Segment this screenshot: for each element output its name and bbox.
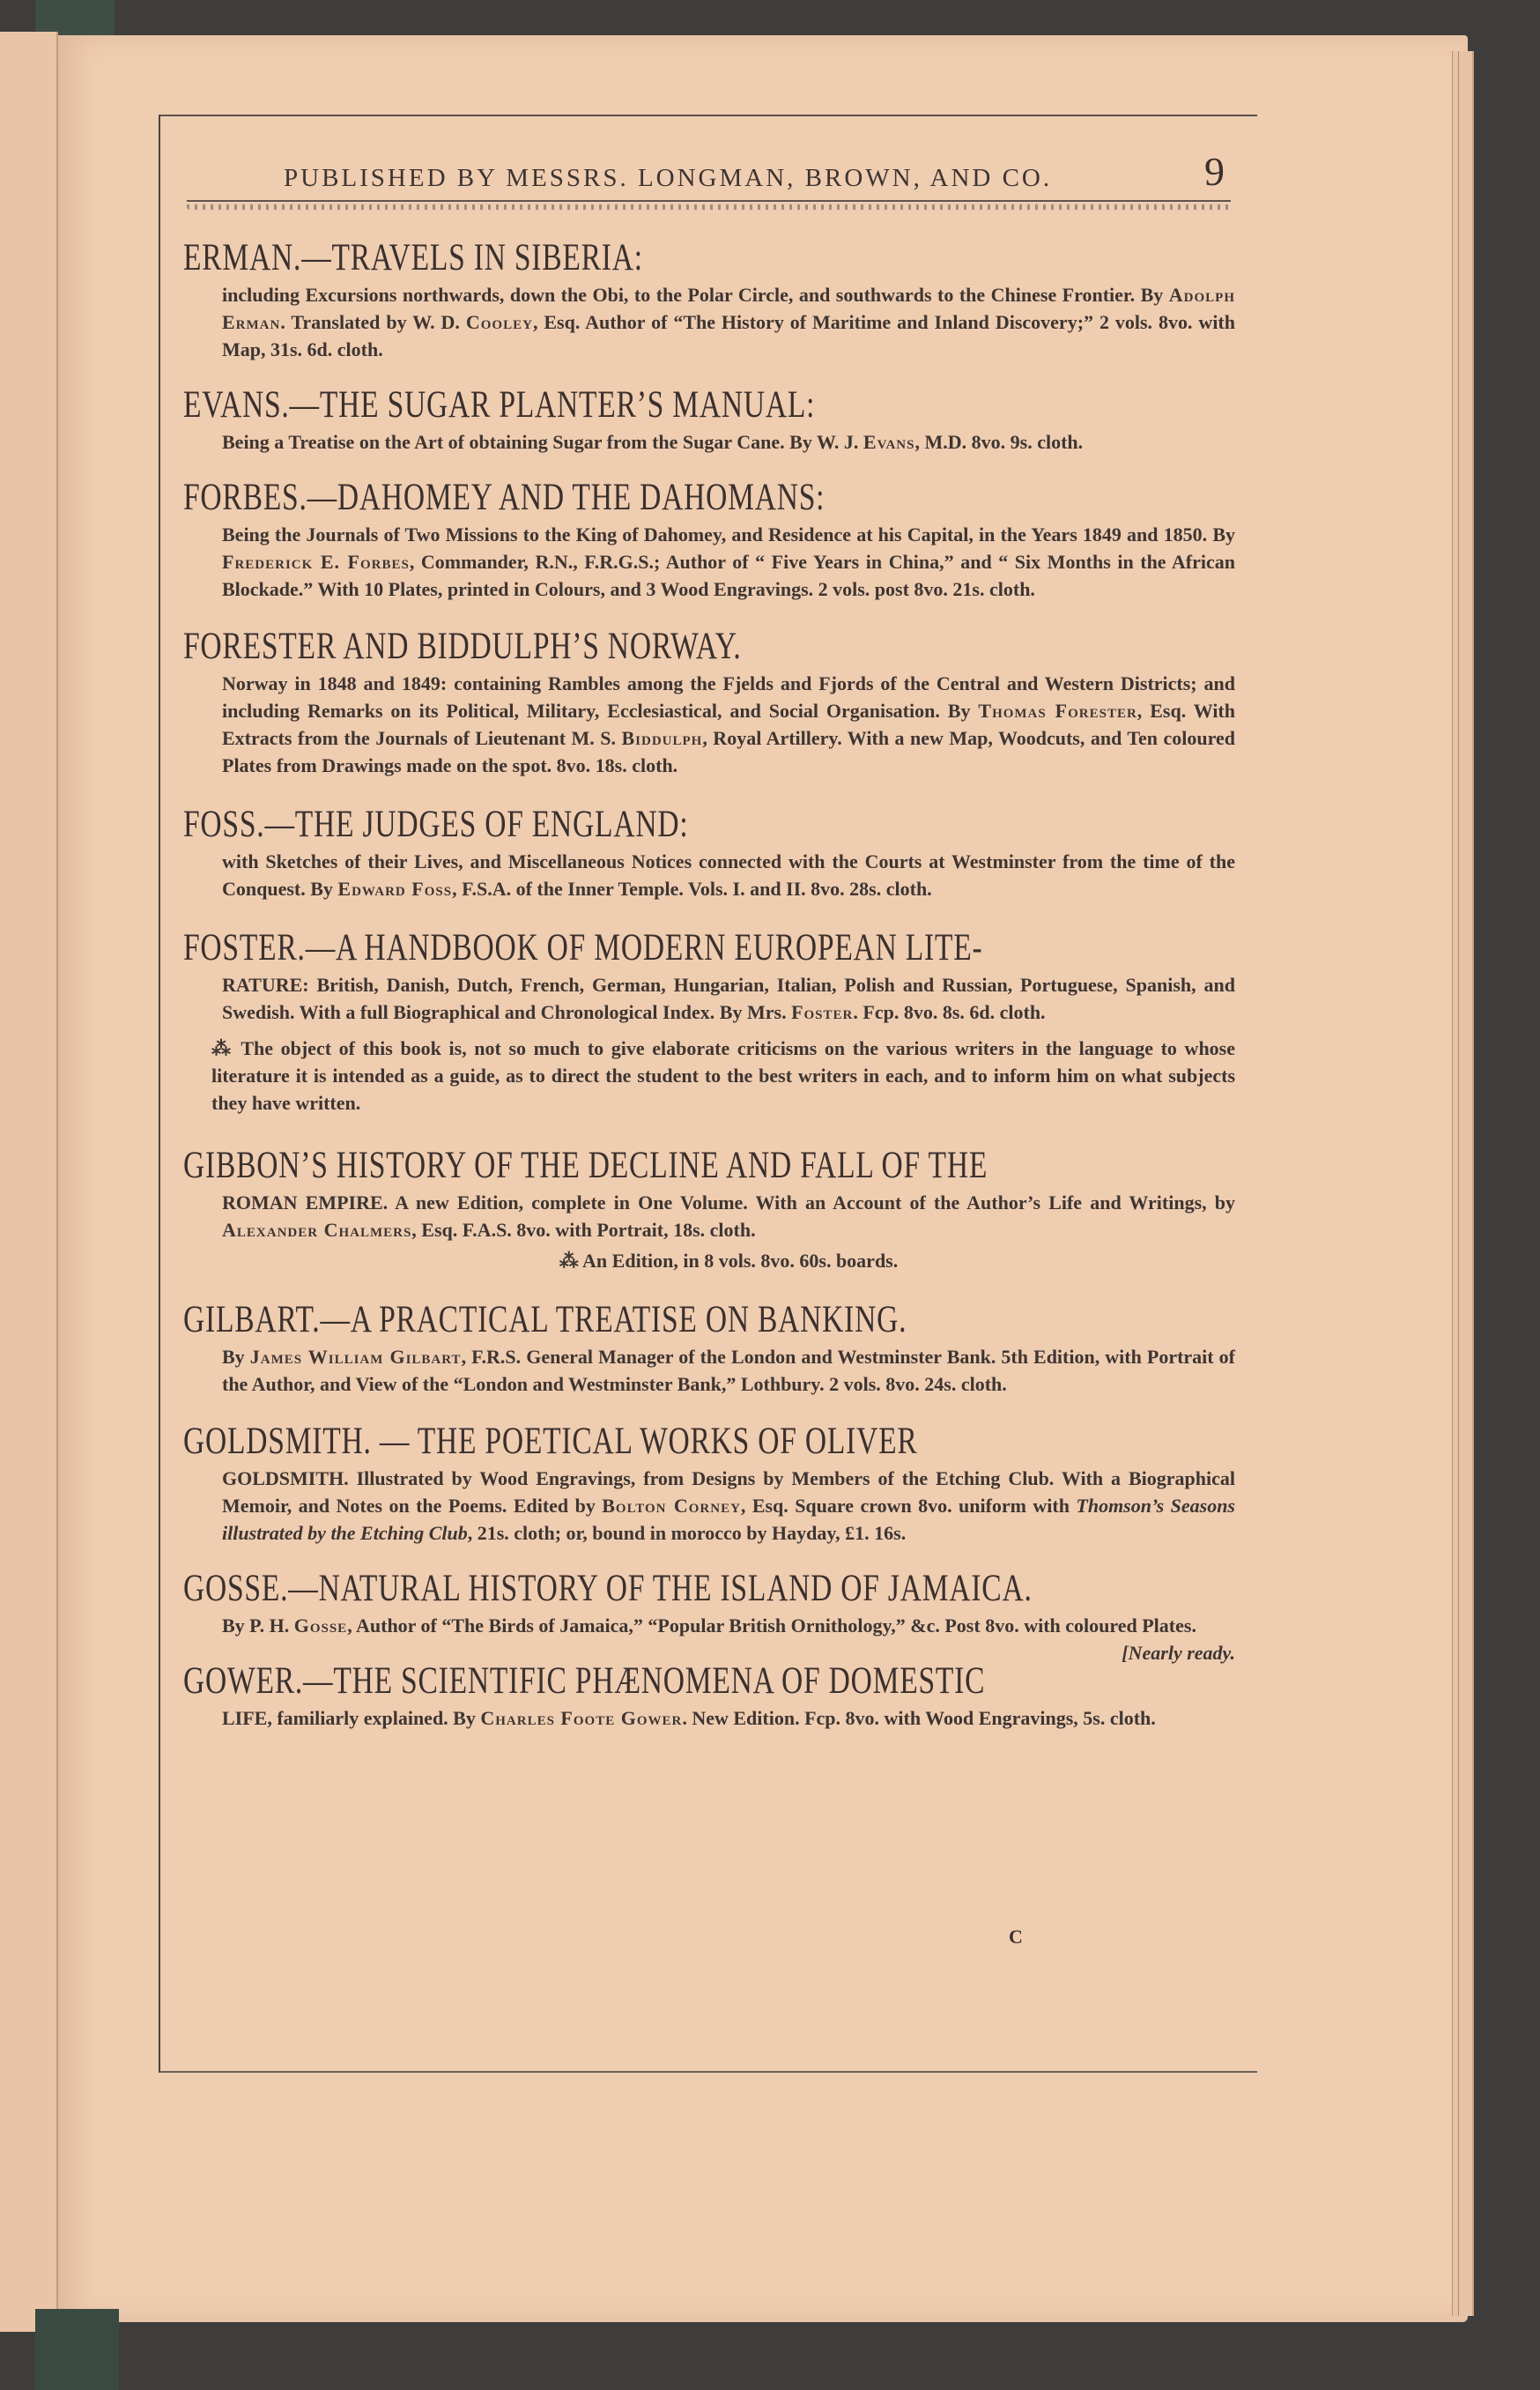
entry-note: ⁂ The object of this book is, not so much to give elaborate criticisms on the various writers in the language to whose literature it is intended as a guide, as to direct the student to the best writers in each, and to inform him on what subjects they have written. <box>211 1037 1235 1114</box>
entry-title: EVANS.—THE SUGAR PLANTER’S MANUAL: <box>183 384 816 426</box>
entry-description <box>222 1704 1235 1732</box>
description-text: Being a Treatise on the Art of obtaining Sugar from the Sugar Cane. By W. J. <box>222 431 863 453</box>
author-name: Cooley <box>465 311 533 333</box>
catalogue-entry <box>183 235 1235 363</box>
entry-description <box>222 521 1235 603</box>
entry-description <box>222 848 1235 902</box>
entry-title: FORBES.—DAHOMEY AND THE DAHOMANS: <box>183 477 826 518</box>
description-text: RATURE: British, Danish, Dutch, French, German, Hungarian, Italian, Polish and Russian, Portuguese, Spanish, and Swedish. With a full Biographical and Chronological Index. By Mrs. <box>222 974 1235 1023</box>
description-text: , Royal Artillery. With a new Map, Woodcuts, and Ten coloured Plates from Drawings made on the spot. 8vo. 18s. cloth. <box>222 727 1235 776</box>
description-text: . New Edition. Fcp. 8vo. with Wood Engravings, 5s. cloth. <box>682 1707 1156 1729</box>
author-name: Edward Foss <box>337 878 453 900</box>
author-name: Bolton Corney <box>602 1495 741 1517</box>
description-text: , Esq. With Extracts from the Journals of Lieutenant M. S. <box>222 700 1235 749</box>
entry-description <box>222 428 1235 456</box>
entry-description <box>222 670 1235 779</box>
catalogue-entry <box>183 1297 1235 1398</box>
author-name: Alexander Chalmers <box>222 1219 412 1241</box>
entry-note: ⁂ An Edition, in 8 vols. 8vo. 60s. boards. <box>559 1250 899 1272</box>
description-text: . Translated by W. D. <box>280 311 466 333</box>
entry-description <box>222 1343 1235 1398</box>
page-fore-edge <box>1452 51 1474 2316</box>
binding-cloth-top <box>35 0 115 35</box>
author-name: Adolph Erman <box>222 284 1235 333</box>
description-text: , 21s. cloth; or, bound in morocco by Hayday, £1. 16s. <box>467 1522 907 1544</box>
catalogue-entry <box>183 1143 1235 1274</box>
catalogue-entry <box>183 1566 1235 1664</box>
catalogue-entry <box>183 1419 1235 1547</box>
publication-status: [Nearly ready. <box>1122 1642 1235 1664</box>
entry-title: GOSSE.—NATURAL HISTORY OF THE ISLAND OF JAMAICA. <box>183 1568 1033 1609</box>
entry-description <box>222 1465 1235 1547</box>
running-header <box>160 139 1257 192</box>
description-text: Norway in 1848 and 1849: containing Rambles among the Fjelds and Fjords of the Central and Western Districts; and including Remarks on its Political, Military, Ecclesiastical, and Social Organisation. By <box>222 672 1235 722</box>
header-rule <box>187 200 1231 202</box>
description-text: ROMAN EMPIRE. A new Edition, complete in One Volume. With an Account of the Author’s Life and Writings, by <box>222 1191 1235 1214</box>
description-text: Being the Journals of Two Missions to the King of Dahomey, and Residence at his Capital, in the Years 1849 and 1850. By <box>222 523 1235 546</box>
description-text: , Esq. F.A.S. 8vo. with Portrait, 18s. cloth. <box>411 1219 756 1241</box>
description-text: , Commander, R.N., F.R.G.S.; Author of “ Five Years in China,” and “ Six Months in the African Blockade.” With 10 Plates, printed in Colours, and 3 Wood Engravings. 2 vols. post 8vo. 21s. cloth. <box>222 551 1236 600</box>
catalogue-entry <box>183 624 1235 779</box>
description-text: By <box>222 1346 250 1368</box>
page-number: 9 <box>1204 149 1225 194</box>
description-text: , M.D. 8vo. 9s. cloth. <box>914 431 1084 453</box>
author-name: Foster <box>791 1001 854 1023</box>
binding-cloth-bottom <box>35 2309 119 2390</box>
entry-description <box>222 971 1235 1026</box>
description-text: with Sketches of their Lives, and Miscellaneous Notices connected with the Courts at Westminster from the time of the Conquest. By <box>222 850 1235 900</box>
entry-description <box>222 1612 1235 1664</box>
description-text: By P. H. <box>222 1614 294 1637</box>
author-name: Thomas Forester <box>978 700 1137 722</box>
description-text: , Author of “The Birds of Jamaica,” “Popular British Ornithology,” &c. Post 8vo. with coloured Plates. <box>347 1614 1196 1637</box>
catalogue-entry <box>183 925 1235 1117</box>
author-name: Gosse <box>293 1614 348 1637</box>
entry-title: FOSTER.—A HANDBOOK OF MODERN EUROPEAN LITE- <box>183 927 983 969</box>
description-text: LIFE, familiarly explained. By <box>222 1707 481 1729</box>
description-text: including Excursions northwards, down the Obi, to the Polar Circle, and southwards to the Chinese Frontier. By <box>222 284 1169 306</box>
entry-title: GIBBON’S HISTORY OF THE DECLINE AND FALL OF THE <box>183 1145 988 1186</box>
author-name: Evans <box>863 431 915 453</box>
entry-description <box>222 281 1235 363</box>
entry-title: GILBART.—A PRACTICAL TREATISE ON BANKING. <box>183 1299 907 1340</box>
entry-title: GOLDSMITH. — THE POETICAL WORKS OF OLIVER <box>183 1421 918 1462</box>
description-text: . Fcp. 8vo. 8s. 6d. cloth. <box>853 1001 1046 1023</box>
signature-mark: C <box>1009 1926 1023 1948</box>
description-text: , F.R.S. General Manager of the London and Westminster Bank. 5th Edition, with Portrait of the Author, and View of the “London and Westminster Bank,” Lothbury. 2 vols. 8vo. 24s. cloth. <box>222 1346 1235 1395</box>
author-name: Frederick E. Forbes <box>222 551 410 573</box>
entry-description <box>222 1189 1235 1243</box>
catalogue-entries <box>160 235 1257 1732</box>
italic-title: Thomson’s Seasons illustrated by the Etching Club <box>222 1495 1235 1544</box>
description-text: , Esq. Author of “The History of Maritime and Inland Discovery;” 2 vols. 8vo. with Map, 31s. 6d. cloth. <box>222 311 1235 360</box>
catalogue-entry <box>183 382 1232 456</box>
author-name: James William Gilbart <box>249 1346 462 1368</box>
description-text: , Esq. Square crown 8vo. uniform with <box>740 1495 1077 1517</box>
entry-title: FOSS.—THE JUDGES OF ENGLAND: <box>183 804 689 845</box>
catalogue-entry <box>183 802 1235 902</box>
entry-title: GOWER.—THE SCIENTIFIC PHÆNOMENA OF DOMESTIC <box>183 1660 986 1702</box>
text-frame <box>159 115 1257 2073</box>
author-name: Biddulph <box>621 727 703 749</box>
description-text: GOLDSMITH. Illustrated by Wood Engravings, from Designs by Members of the Etching Club. With a Biographical Memoir, and Notes on the Poems. Edited by <box>222 1467 1235 1517</box>
author-name: Charles Foote Gower <box>480 1707 683 1729</box>
catalogue-entry <box>183 475 1236 603</box>
entry-title: ERMAN.—TRAVELS IN SIBERIA: <box>183 237 643 278</box>
catalogue-entry <box>183 1659 1232 1732</box>
running-header-title: PUBLISHED BY MESSRS. LONGMAN, BROWN, AND CO. <box>284 164 1053 192</box>
header-ornamental-rule <box>187 204 1231 210</box>
facing-page-edge <box>0 32 58 2332</box>
description-text: , F.S.A. of the Inner Temple. Vols. I. and II. 8vo. 28s. cloth. <box>452 878 932 900</box>
entry-title: FORESTER AND BIDDULPH’S NORWAY. <box>183 626 742 667</box>
